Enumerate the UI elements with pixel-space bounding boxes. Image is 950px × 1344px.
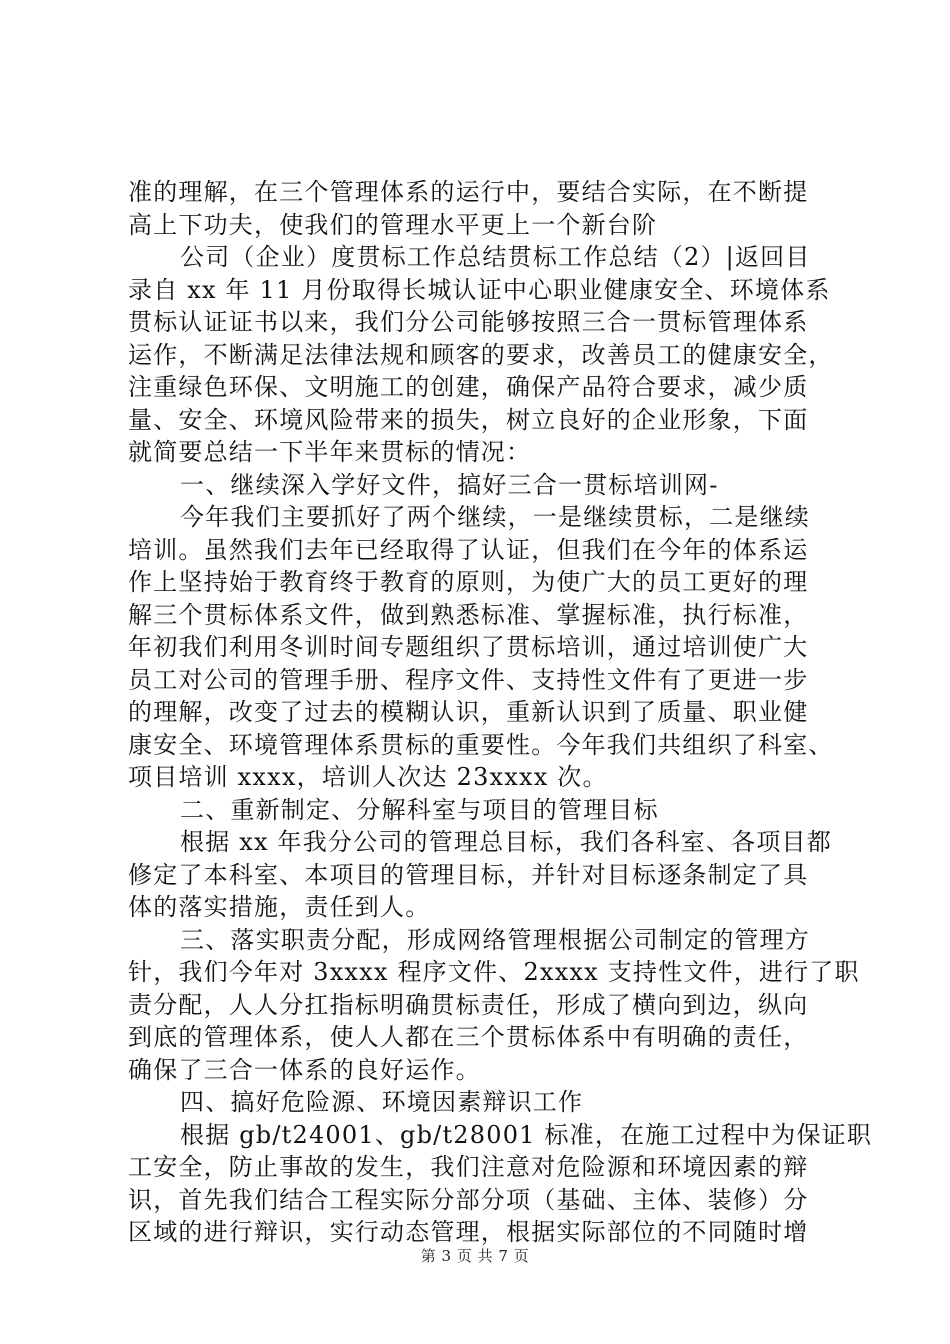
text-line: 工安全，防止事故的发生，我们注意对危险源和环境因素的辩 xyxy=(128,1153,809,1181)
text-line: 根据 xx 年我分公司的管理总目标，我们各科室、各项目都 xyxy=(180,828,832,856)
text-line: 二、重新制定、分解科室与项目的管理目标 xyxy=(180,795,659,824)
document-body xyxy=(128,176,873,1249)
text-line: 员工对公司的管理手册、程序文件、支持性文件有了更进一步 xyxy=(128,665,809,694)
text-line: 修定了本科室、本项目的管理目标，并针对目标逐条制定了具 xyxy=(128,860,809,889)
text-line: 量、安全、环境风险带来的损失，树立良好的企业形象，下面 xyxy=(128,405,809,434)
text-line: 确保了三合一体系的良好运作。 xyxy=(128,1055,481,1084)
text-line: 根据 gb/t24001、gb/t28001 标准，在施工过程中为保证职 xyxy=(180,1120,873,1149)
text-line: 作上坚持始于教育终于教育的原则，为使广大的员工更好的理 xyxy=(128,568,809,596)
text-line: 康安全、环境管理体系贯标的重要性。今年我们共组织了科室、 xyxy=(128,730,834,759)
text-line: 今年我们主要抓好了两个继续，一是继续贯标，二是继续 xyxy=(180,503,810,531)
text-line: 录自 xx 年 11 月份取得长城认证中心职业健康安全、环境体系 xyxy=(128,275,831,304)
text-line: 针，我们今年对 3xxxx 程序文件、2xxxx 支持性文件，进行了职 xyxy=(128,958,860,986)
text-line: 解三个贯标体系文件，做到熟悉标准、掌握标准，执行标准， xyxy=(128,600,809,629)
text-line: 体的落实措施，责任到人。 xyxy=(128,893,431,921)
text-line: 贯标认证证书以来，我们分公司能够按照三合一贯标管理体系 xyxy=(128,308,809,336)
text-line: 一、继续深入学好文件，搞好三合一贯标培训网- xyxy=(180,470,719,499)
text-line: 公司（企业）度贯标工作总结贯标工作总结（2）|返回目 xyxy=(180,243,811,271)
text-line: 的理解，改变了过去的模糊认识，重新认识到了质量、职业健 xyxy=(128,698,809,726)
text-line: 就简要总结一下半年来贯标的情况： xyxy=(128,438,532,466)
text-line: 高上下功夫，使我们的管理水平更上一个新台阶 xyxy=(128,210,658,239)
text-line: 责分配，人人分扛指标明确贯标责任，形成了横向到边，纵向 xyxy=(128,990,809,1019)
text-line: 到底的管理体系，使人人都在三个贯标体系中有明确的责任， xyxy=(128,1023,809,1051)
text-line: 识，首先我们结合工程实际分部分项（基础、主体、装修）分 xyxy=(128,1185,809,1214)
text-line: 项目培训 xxxx，培训人次达 23xxxx 次。 xyxy=(128,763,608,791)
text-line: 运作，不断满足法律法规和顾客的要求，改善员工的健康安全， xyxy=(128,340,834,369)
text-line: 三、落实职责分配，形成网络管理根据公司制定的管理方 xyxy=(180,925,810,954)
text-line: 准的理解，在三个管理体系的运行中，要结合实际，在不断提 xyxy=(128,178,809,206)
text-line: 区域的进行辩识，实行动态管理，根据实际部位的不同随时增 xyxy=(128,1218,809,1246)
text-line: 培训。虽然我们去年已经取得了认证，但我们在今年的体系运 xyxy=(128,535,809,564)
page-number-footer: 第 3 页 共 7 页 xyxy=(420,1247,530,1265)
text-line: 年初我们利用冬训时间专题组织了贯标培训，通过培训使广大 xyxy=(128,633,809,661)
text-line: 四、搞好危险源、环境因素辩识工作 xyxy=(180,1088,584,1116)
text-line: 注重绿色环保、文明施工的创建，确保产品符合要求，减少质 xyxy=(128,373,809,401)
